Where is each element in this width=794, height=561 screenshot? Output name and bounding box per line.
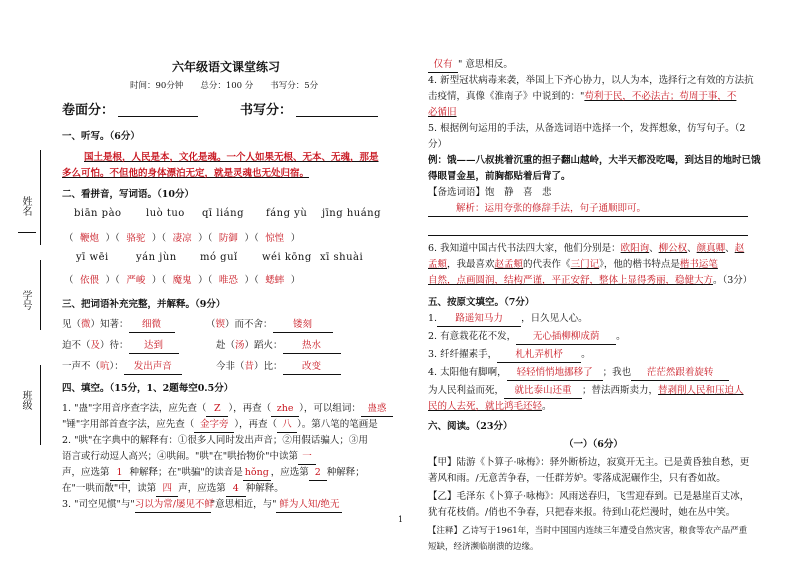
answer: 唯恐 <box>218 275 238 286</box>
pinyin-2: luò tuo <box>146 208 185 219</box>
pinyin-1: biān pào <box>74 208 122 219</box>
poem-b-line-1: 【乙】毛泽东《卜算子·咏梅》：风雨送春归，飞雪迎春到。已是悬崖百丈冰， <box>428 491 750 502</box>
q2-line-3: 声，应选第 1 种解释；在"哄骗"的读音是 hǒng ，应选第 2 种解释； <box>62 466 365 481</box>
pinyin-10: xī shuài <box>320 252 364 263</box>
q4-line-1: 4. 新型冠状病毒来袭，举国上下齐心协力，以人为本，选择行之有效的方法抗 <box>428 75 754 86</box>
pinyin-8: mó guǐ <box>200 252 238 263</box>
name-label: 姓名 <box>20 196 31 216</box>
idiom-row-1b: （锲）而不舍： 镂刻 <box>206 318 333 333</box>
answer-line <box>428 235 748 236</box>
answer: 凄凉 <box>172 233 192 244</box>
q3-line-1: 3. "司空见惯"与"习以为常/屡见不鲜"意思相近，与" 鲜为人知/绝无 <box>62 498 342 513</box>
pinyin-4: fáng yù <box>266 208 308 219</box>
q1-line-2: "锤"字用部首查字法，应先查（ 金字旁 ），再查（ 八 ）。第八笔的笔画是 <box>62 418 378 433</box>
page-number: 1 <box>398 515 404 524</box>
poem-a-line-1: 【甲】陆游《卜算子·咏梅》：驿外断桥边，寂寞开无主。已是黄昏独自愁，更 <box>428 457 750 468</box>
section-1-heading: 一、听写。（6分） <box>62 131 140 142</box>
score-line <box>296 116 378 117</box>
section-3-heading: 三、把词语补充完整，并解释。（9分） <box>62 299 226 310</box>
poem-a-line-2: 著风和雨。/无意苦争春，一任群芳妒。零落成泥碾作尘，只有香如故。 <box>428 473 726 484</box>
binding-line <box>40 150 41 245</box>
recite-2: 2. 有意栽花花不发， 无心插柳柳成荫 。 <box>428 330 626 345</box>
pinyin-5: jīng huáng <box>322 208 382 219</box>
writing-score-label: 书写分： <box>240 103 293 118</box>
paper-score-label: 卷面分： <box>62 103 115 118</box>
answer: 防御 <box>218 233 238 244</box>
idiom-row-2b: 赴（汤）蹈火： 热水 <box>216 339 341 354</box>
binding-line <box>40 365 41 445</box>
q6-line-3: 自然，点画圆润，结构严谨，平正安舒，整体上显得秀丽，稳健大方。（3分） <box>428 275 753 286</box>
q5-options: 【备选词语】饱 静 喜 悲 <box>428 187 552 198</box>
answer: 骆驼 <box>126 233 146 244</box>
q5-line-1: 5. 根据例句运用的手法，从备选词语中选择一个，发挥想象，仿写句子。（2 <box>428 123 746 134</box>
idiom-row-2: 迫不（及）待： 达到 <box>62 339 179 354</box>
answer: 惊惶 <box>265 233 285 244</box>
dictation-answer: 国土是根，人民是本，文化是魂。一个人如果无根、无本、无魂，那是多么可怕。不但他的身体漂泊无定，就是灵魂也无处归宿。 <box>62 152 379 179</box>
q5-example-2: 得眼冒金星，前胸都贴着后背了。 <box>428 171 571 182</box>
q6-line-2: 孟頫，我最喜欢赵孟頫的代表作《三门记》，他的楷书特点是楷书运笔 <box>428 259 718 270</box>
divider <box>18 232 36 233</box>
pinyin-3: qī liáng <box>202 208 244 219</box>
recite-1: 1. 路遥知马力 ，日久见人心。 <box>428 312 588 327</box>
q5-line-2: 分） <box>428 139 448 150</box>
answer-boxes-1: （ 鞭炮 ）（ 骆驼 ）（ 凄凉 ）（ 防御 ）（ 惊惶 ） <box>64 233 301 244</box>
q4-line-2: 击疫情，真像《淮南子》中说到的："苟利于民，不必法古；苟周于事，不 <box>428 91 737 102</box>
section-4-heading: 四、填空。（15分，1、2题每空0.5分） <box>62 383 234 394</box>
recite-6: 民的人去死，就比鸿毛还轻。 <box>428 401 552 412</box>
q6-line-1: 6. 我知道中国古代书法四大家，他们分别是：欧阳询、柳公权、颜真卿、赵 <box>428 243 745 254</box>
answer: 严峻 <box>126 275 146 286</box>
section-5-heading: 五、按原文填空。（7分） <box>428 297 535 308</box>
answer: 鞭炮 <box>80 233 100 244</box>
note-line-2: 短缺，经济濒临崩溃的边缘。 <box>428 542 539 552</box>
idiom-row-1: 见（微）知著： 细微 <box>62 318 175 333</box>
pinyin-6: yī wēi <box>76 252 109 263</box>
section-2-heading: 二、看拼音，写词语。（10分） <box>62 189 194 200</box>
answer: 依偎 <box>80 275 100 286</box>
recite-4: 4. 太阳他有脚啊， 轻轻悄悄地挪移了 ；我也 茫茫然跟着旋转 <box>428 366 729 381</box>
pinyin-9: wéi kōng <box>262 252 312 263</box>
q5-example-1: 例：饿——八叔挑着沉重的担子翻山越岭，大半天都没吃喝，到达目的地时已饿 <box>428 155 761 166</box>
q1-line-1: 1. "蛊"字用音序查字法，应先查（ Z ），再查（ zhe ），可以组词： 蛊惑 <box>62 402 393 417</box>
binding-line <box>40 260 41 330</box>
class-label: 班级 <box>20 390 31 410</box>
answer-boxes-2: （ 依偎 ）（ 严峻 ）（ 魔鬼 ）（ 唯恐 ）（ 蟋蟀 ） <box>64 275 301 286</box>
q2-line-4: 在"一哄而散"中，读第 四 声，应选第 4 种解释。 <box>62 482 284 497</box>
number-label: 学号 <box>20 290 31 310</box>
q4-line-3: 必循旧 <box>428 107 457 118</box>
score-line <box>118 116 198 117</box>
exam-info: 时间：90分钟 总分：100 分 书写分：5分 <box>130 81 319 91</box>
poem-b-line-2: 犹有花枝俏。/俏也不争春，只把春来报。待到山花烂漫时，她在丛中笑。 <box>428 507 736 518</box>
page-title: 六年级语文课堂练习 <box>172 60 281 74</box>
idiom-row-3: 一声不（吭）： 发出声音 <box>62 360 182 375</box>
q3-line-2: 仅有 " 意思相反。 <box>428 58 513 73</box>
q2-line-2: 语言或行动逗人高兴；④哄闹。"哄"在"哄抬物价"中读第 一 <box>62 450 316 465</box>
reading-part-1-heading: （一）（6分） <box>564 439 623 450</box>
note-line-1: 【注释】乙诗写于1961年，当时中国国内连续三年遭受自然灾害，粮食等农产品严重 <box>428 526 748 536</box>
section-6-heading: 六、阅读。（23分） <box>428 421 513 432</box>
answer: 蟋蟀 <box>265 275 285 286</box>
q2-line-1: 2. "哄"在字典中的解释有：①很多人同时发出声音；②用假话骗人；③用 <box>62 435 368 446</box>
idiom-row-3b: 今非（昔）比： 改变 <box>216 360 341 375</box>
q5-answer-line: 解析：运用夸张的修辞手法，句子通顺即可。 <box>428 202 748 217</box>
pinyin-7: yán jùn <box>136 252 177 263</box>
recite-3: 3. 纤纤擢素手， 札札弄机杼 。 <box>428 348 591 363</box>
recite-5: 为人民利益而死， 就比泰山还重 ；替法西斯卖力，替剥削人民和压迫人 <box>428 384 744 399</box>
answer: 魔鬼 <box>172 275 192 286</box>
